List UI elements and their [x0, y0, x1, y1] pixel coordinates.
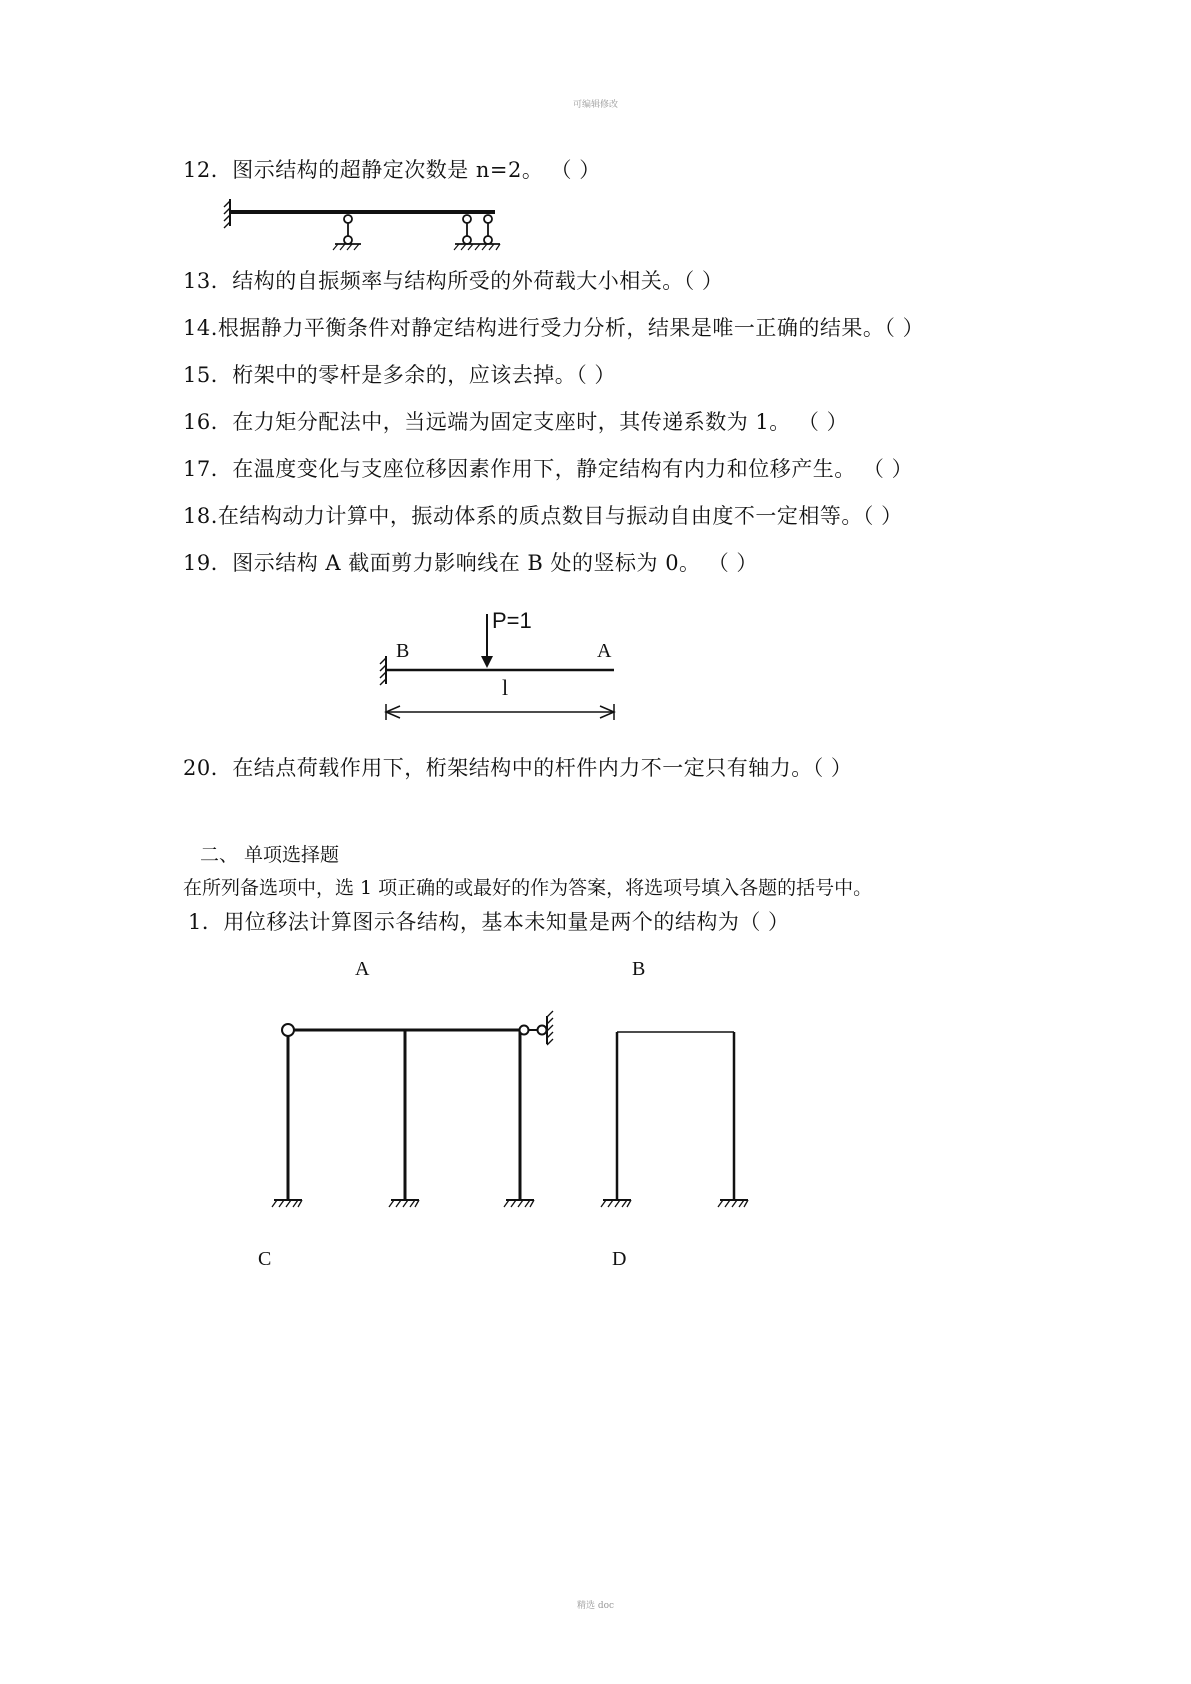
option-c-label: C	[258, 1248, 272, 1270]
question-19: 19．图示结构 A 截面剪力影响线在 B 处的竖标为 0。 （ ）	[183, 551, 758, 575]
question-16: 16．在力矩分配法中，当远端为固定支座时，其传递系数为 1。 （ ）	[183, 410, 849, 434]
question-13: 13．结构的自振频率与结构所受的外荷载大小相关。（ ）	[183, 269, 724, 293]
point-a-label: A	[597, 640, 612, 662]
point-b-label: B	[396, 640, 410, 662]
load-label: P=1	[492, 608, 532, 633]
question-15: 15．桁架中的零杆是多余的，应该去掉。（ ）	[183, 363, 616, 387]
page-footer: 精选 doc	[576, 1601, 615, 1611]
option-d-label: D	[612, 1248, 627, 1270]
question-17: 17．在温度变化与支座位移因素作用下，静定结构有内力和位移产生。 （ ）	[183, 457, 914, 481]
length-label: l	[502, 675, 509, 700]
choice-question-1: 1．用位移法计算图示各结构，基本未知量是两个的结构为（ ）	[188, 910, 790, 934]
question-18: 18.在结构动力计算中，振动体系的质点数目与振动自由度不一定相等。（ ）	[183, 504, 903, 528]
question-14: 14.根据静力平衡条件对静定结构进行受力分析，结果是唯一正确的结果。（ ）	[183, 316, 925, 340]
section-instruction: 在所列备选项中，选 1 项正确的或最好的作为答案，将选项号填入各题的括号中。	[183, 877, 873, 899]
page-header: 可编辑修改	[572, 100, 618, 110]
option-b-label: B	[632, 958, 646, 980]
question-20: 20．在结点荷载作用下，桁架结构中的杆件内力不一定只有轴力。（ ）	[183, 756, 853, 780]
question-12: 12．图示结构的超静定次数是 n=2。 （ ）	[183, 158, 601, 182]
section-heading: 二、 单项选择题	[200, 844, 340, 866]
option-a-label: A	[355, 958, 370, 980]
